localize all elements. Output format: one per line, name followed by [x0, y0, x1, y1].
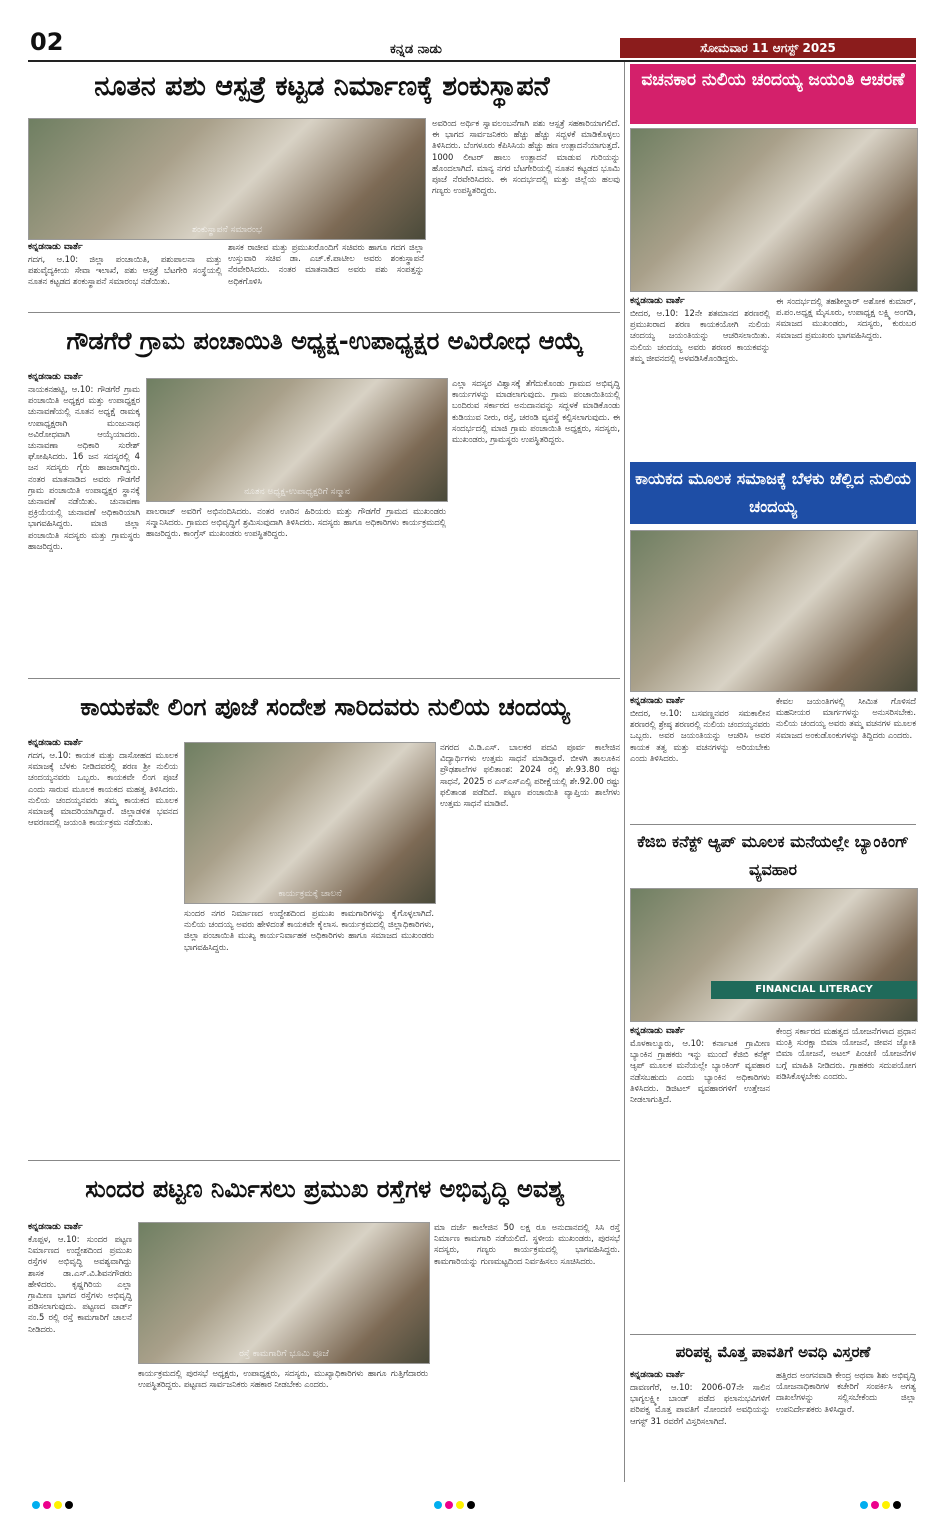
sidebar-1-body-right: ಈ ಸಂದರ್ಭದಲ್ಲಿ ತಹಶೀಲ್ದಾರ್ ಅಶೋಕ ಕುಮಾರ್, ಪ.ಪಂ.ಅಧ್ಯಕ್ಷ ಮೈಸೂರು, ಉಪಾಧ್ಯಕ್ಷ ಲಕ್ಷ್ಮಿ ಅಂಗಡಿ, ಸಮಾಜದ ಮುಖಂಡರು, ಸದಸ್ಯರು, ಕುರುಬರ ಸಮಾಜದ ಪ್ರಮುಖರು ಭಾಗವಹಿಸಿದ್ದರು. — [776, 296, 916, 340]
sidebar-4-body-right: ಹತ್ತಿರದ ಅಂಗನವಾಡಿ ಕೇಂದ್ರ ಅಥವಾ ಶಿಶು ಅಭಿವೃದ್ಧಿ ಯೋಜನಾಧಿಕಾರಿಗಳ ಕಚೇರಿಗೆ ಸಂಪರ್ಕಿಸಿ ಅಗತ್ಯ ದಾಖಲೆಗಳನ್ನು ಸಲ್ಲಿಸಬೇಕೆಂದು ಜಿಲ್ಲಾ ಉಪನಿರ್ದೇಶಕರು ತಿಳಿಸಿದ್ದಾರೆ. — [776, 1370, 916, 1414]
article-2-dateline: ಕನ್ನಡನಾಡು ವಾರ್ತೆ — [28, 372, 83, 382]
date-bar: ಸೋಮವಾರ 11 ಆಗಸ್ಟ್ 2025 — [620, 38, 916, 58]
article-4-body-right: ಮಾ ದರ್ಜೆ ಕಾಲೇಜಿನ 50 ಲಕ್ಷ ರೂ ಅನುದಾನದಲ್ಲಿ ಸಿಸಿ ರಸ್ತೆ ನಿರ್ಮಾಣ ಕಾಮಗಾರಿ ನಡೆಯಲಿದೆ. ಸ್ಥಳೀಯ ಮುಖಂಡರು, ಪುರಸಭೆ ಸದಸ್ಯರು, ಗಣ್ಯರು ಕಾರ್ಯಕ್ರಮದಲ್ಲಿ ಭಾಗವಹಿಸಿದ್ದರು. ಕಾಮಗಾರಿಯನ್ನು ಗುಣಮಟ್ಟದಿಂದ ನಿರ್ವಹಿಸಲು ಸೂಚಿಸಿದರು. — [434, 1222, 620, 1266]
sidebar-2-headline: ಕಾಯಕದ ಮೂಲಕ ಸಮಾಜಕ್ಕೆ ಬೆಳಕು ಚೆಲ್ಲಿದ ನುಲಿಯ ಚಂದಯ್ಯ — [630, 462, 916, 524]
article-2-headline: ಗೌಡಗೆರೆ ಗ್ರಾಮ ಪಂಚಾಯಿತಿ ಅಧ್ಯಕ್ಷ-ಉಪಾಧ್ಯಕ್ಷರ ಅವಿರೋಧ ಆಯ್ಕೆ — [66, 327, 584, 355]
sidebar-3-headline: ಕೆಜಿಬಿ ಕನೆಕ್ಟ್ ಆ್ಯಪ್ ಮೂಲಕ ಮನೆಯಲ್ಲೇ ಬ್ಯಾಂಕಿಂಗ್ ವ್ಯವಹಾರ — [637, 832, 909, 879]
divider — [28, 678, 620, 679]
article-4-body-left: ಕೊಪ್ಪಳ, ಆ.10: ಸುಂದರ ಪಟ್ಟಣ ನಿರ್ಮಾಣದ ಉದ್ದೇಶದಿಂದ ಪ್ರಮುಖ ರಸ್ತೆಗಳ ಅಭಿವೃದ್ಧಿ ಅವಶ್ಯವಾಗಿದ್ದು ಶಾಸಕ ಡಾ.ಎಸ್.ವಿ.ಶಿವನಗೌಡರು ಹೇಳಿದರು. ಕೃಷ್ಣಗಿರಿಯ ಎಲ್ಲಾ ಗ್ರಾಮೀಣ ಭಾಗದ ರಸ್ತೆಗಳು ಅಭಿವೃದ್ಧಿ ಪಡಿಸಲಾಗುವುದು. ಪಟ್ಟಣದ ವಾರ್ಡ್ ನಂ.5 ರಲ್ಲಿ ರಸ್ತೆ ಕಾಮಗಾರಿಗೆ ಚಾಲನೆ ನೀಡಿದರು. — [28, 1234, 132, 1334]
divider — [28, 312, 620, 313]
sidebar-3-dateline: ಕನ್ನಡನಾಡು ವಾರ್ತೆ — [630, 1026, 685, 1036]
divider — [28, 1160, 620, 1161]
masthead: ಕನ್ನಡ ನಾಡು — [390, 42, 442, 57]
registration-marks-right — [860, 1494, 904, 1513]
sidebar-1-body-left: ಬೀದರ, ಆ.10: 12ನೇ ಶತಮಾನದ ಶರಣರಲ್ಲಿ ಪ್ರಮುಖರಾದ ಶರಣ ಕಾಯಕಯೋಗಿ ನುಲಿಯ ಚಂದಯ್ಯ ಜಯಂತಿಯನ್ನು ಆಚರಿಸಲಾಯಿತು. ನುಲಿಯ ಚಂದಯ್ಯ ಅವರು ಶರಣರ ಕಾಯಕವನ್ನು ತಮ್ಮ ಜೀವನದಲ್ಲಿ ಅಳವಡಿಸಿಕೊಂಡಿದ್ದರು. — [630, 308, 770, 363]
article-2-body-mid: ಪಾಲರಾಜ್ ಅವರಿಗೆ ಅಭಿನಂದಿಸಿದರು. ನಂತರ ಊರಿನ ಹಿರಿಯರು ಮತ್ತು ಗೌಡಗೆರೆ ಗ್ರಾಮದ ಮುಖಂಡರು ಸನ್ಮಾನಿಸಿದರು. ಗ್ರಾಮದ ಅಭಿವೃದ್ಧಿಗೆ ಶ್ರಮಿಸುವುದಾಗಿ ತಿಳಿಸಿದರು. ಸದಸ್ಯರು ಹಾಗೂ ಅಧಿಕಾರಿಗಳು ಕಾರ್ಯಕ್ರಮದಲ್ಲಿ ಹಾಜರಿದ್ದರು. ಕಾಂಗ್ರೆಸ್ ಮುಖಂಡರು ಉಪಸ್ಥಿತರಿದ್ದರು. — [146, 506, 446, 539]
article-1-body-mid: ಶಾಸಕ ರಾಜೀವ ಮತ್ತು ಪ್ರಮುಖರೊಂದಿಗೆ ಸಚಿವರು ಹಾಗೂ ಗದಗ ಜಿಲ್ಲಾ ಉಸ್ತುವಾರಿ ಸಚಿವ ಡಾ. ಎಚ್.ಕೆ.ಪಾಟೀಲ ಅವರು ಶಂಕುಸ್ಥಾಪನೆ ನೆರವೇರಿಸಿದರು. ನಂತರ ಮಾತನಾಡಿದ ಅವರು ಪಶು ಸಂಪತ್ತನ್ನು ಅಧಿಕಗೊಳಿಸಿ — [228, 242, 424, 286]
article-4-dateline: ಕನ್ನಡನಾಡು ವಾರ್ತೆ — [28, 1222, 83, 1232]
sidebar-2-body-left: ಬೀದರ, ಆ.10: ಬಸವಣ್ಣನವರ ಸಮಕಾಲೀನ ಶರಣರಲ್ಲಿ ಶ್ರೇಷ್ಠ ಶರಣರಲ್ಲಿ ನುಲಿಯ ಚಂದಯ್ಯನವರು ಒಬ್ಬರು. ಅವರ ಜಯಂತಿಯನ್ನು ಆಚರಿಸಿ ಅವರ ಕಾಯಕ ತತ್ವ ಮತ್ತು ವಚನಗಳನ್ನು ಅರಿಯಬೇಕು ಎಂದು ತಿಳಿಸಿದರು. — [630, 708, 770, 763]
article-1-body-left: ಗದಗ, ಆ.10: ಜಿಲ್ಲಾ ಪಂಚಾಯಿತಿ, ಪಶುಪಾಲನಾ ಮತ್ತು ಪಶುವೈದ್ಯಕೀಯ ಸೇವಾ ಇಲಾಖೆ, ಪಶು ಆಸ್ಪತ್ರೆ ಬೆಟಗೇರಿ ಸಂಸ್ಥೆಯಲ್ಲಿ ನೂತನ ಕಟ್ಟಡದ ಶಂಕುಸ್ಥಾಪನೆ ಸಮಾರಂಭ ನಡೆಯಿತು. — [28, 254, 222, 287]
article-1-dateline: ಕನ್ನಡನಾಡು ವಾರ್ತೆ — [28, 242, 83, 252]
divider — [630, 824, 916, 825]
sidebar-2-photo — [630, 530, 918, 692]
photo-caption: ಶಂಕುಸ್ಥಾಪನೆ ಸಮಾರಂಭ — [191, 225, 263, 235]
sidebar-4-headline: ಪರಿಪಕ್ವ ಮೊತ್ತ ಪಾವತಿಗೆ ಅವಧಿ ವಿಸ್ತರಣೆ — [675, 1343, 871, 1361]
article-3-body-left: ಗದಗ, ಆ.10: ಕಾಯಕ ಮತ್ತು ದಾಸೋಹದ ಮೂಲಕ ಸಮಾಜಕ್ಕೆ ಬೆಳಕು ನೀಡಿದವರಲ್ಲಿ ಶರಣ ಶ್ರೀ ನುಲಿಯ ಚಂದಯ್ಯನವರು ಒಬ್ಬರು. ಕಾಯಕವೇ ಲಿಂಗ ಪೂಜೆ ಎಂದು ಸಾರುವ ಮೂಲಕ ಕಾಯಕದ ಮಹತ್ವ ತಿಳಿಸಿದರು. ನುಲಿಯ ಚಂದಯ್ಯನವರು ತಮ್ಮ ಕಾಯಕದ ಮೂಲಕ ಸಮಾಜಕ್ಕೆ ಮಾದರಿಯಾಗಿದ್ದಾರೆ. ಜಿಲ್ಲಾಡಳಿತ ಭವನದ ಆವರಣದಲ್ಲಿ ಜಯಂತಿ ಕಾರ್ಯಕ್ರಮ ನಡೆಯಿತು. — [28, 750, 178, 828]
sidebar-1-headline: ವಚನಕಾರ ನುಲಿಯ ಚಂದಯ್ಯ ಜಯಂತಿ ಆಚರಣೆ — [630, 64, 916, 124]
photo-caption: ಕಾರ್ಯಕ್ರಮಕ್ಕೆ ಚಾಲನೆ — [278, 889, 342, 899]
sidebar-2-dateline: ಕನ್ನಡನಾಡು ವಾರ್ತೆ — [630, 696, 685, 706]
registration-marks-center — [434, 1494, 478, 1513]
article-3-photo — [184, 742, 436, 904]
registration-marks-left — [32, 1494, 76, 1513]
article-3-dateline: ಕನ್ನಡನಾಡು ವಾರ್ತೆ — [28, 738, 83, 748]
sidebar-3-body-left: ಮೊಳಕಾಲ್ಮೂರು, ಆ.10: ಕರ್ನಾಟಕ ಗ್ರಾಮೀಣ ಬ್ಯಾಂಕಿನ ಗ್ರಾಹಕರು ಇನ್ನು ಮುಂದೆ ಕೆಜಿಬಿ ಕನೆಕ್ಟ್ ಆ್ಯಪ್ ಮೂಲಕ ಮನೆಯಲ್ಲೇ ಬ್ಯಾಂಕಿಂಗ್ ವ್ಯವಹಾರ ನಡೆಸಬಹುದು ಎಂದು ಬ್ಯಾಂಕಿನ ಅಧಿಕಾರಿಗಳು ತಿಳಿಸಿದರು. ಡಿಜಿಟಲ್ ವ್ಯವಹಾರಗಳಿಗೆ ಉತ್ತೇಜನ ನೀಡಲಾಗುತ್ತಿದೆ. — [630, 1038, 770, 1105]
article-1-photo — [28, 118, 426, 240]
article-1-headline: ನೂತನ ಪಶು ಆಸ್ಪತ್ರೆ ಕಟ್ಟಡ ನಿರ್ಮಾಣಕ್ಕೆ ಶಂಕುಸ್ಥಾಪನೆ — [94, 71, 550, 102]
page-number: 02 — [30, 28, 64, 56]
photo-caption: ರಸ್ತೆ ಕಾಮಗಾರಿಗೆ ಭೂಮಿ ಪೂಜೆ — [239, 1349, 329, 1359]
divider — [630, 1334, 916, 1335]
article-3-body-mid: ಸುಂದರ ನಗರ ನಿರ್ಮಾಣದ ಉದ್ದೇಶದಿಂದ ಪ್ರಮುಖ ಕಾಮಗಾರಿಗಳನ್ನು ಕೈಗೊಳ್ಳಲಾಗಿದೆ. ನುಲಿಯ ಚಂದಯ್ಯ ಅವರು ಹೇಳಿದಂತೆ ಕಾಯಕವೇ ಕೈಲಾಸ. ಕಾರ್ಯಕ್ರಮದಲ್ಲಿ ಜಿಲ್ಲಾಧಿಕಾರಿಗಳು, ಜಿಲ್ಲಾ ಪಂಚಾಯಿತಿ ಮುಖ್ಯ ಕಾರ್ಯನಿರ್ವಾಹಕ ಅಧಿಕಾರಿಗಳು ಹಾಗೂ ಸಮಾಜದ ಮುಖಂಡರು ಭಾಗವಹಿಸಿದ್ದರು. — [184, 908, 434, 952]
sidebar-1-photo — [630, 128, 918, 292]
article-2-photo — [146, 378, 448, 502]
sidebar-4-body-left: ದಾವಣಗೆರೆ, ಆ.10: 2006-07ನೇ ಸಾಲಿನ ಭಾಗ್ಯಲಕ್ಷ್ಮೀ ಬಾಂಡ್ ಪಡೆದ ಫಲಾನುಭವಿಗಳಿಗೆ ಪರಿಪಕ್ವ ಮೊತ್ತ ಪಾವತಿಗೆ ನೋಂದಣಿ ಅವಧಿಯನ್ನು ಆಗಸ್ಟ್ 31 ರವರೆಗೆ ವಿಸ್ತರಿಸಲಾಗಿದೆ. — [630, 1382, 770, 1426]
article-1-body-right: ಅವರಿಂದ ಅರ್ಥಿಕ ಸ್ವಾವಲಂಬನೆಗಾಗಿ ಪಶು ಆಸ್ಪತ್ರೆ ಸಹಕಾರಿಯಾಗಲಿದೆ. ಈ ಭಾಗದ ಸಾರ್ವಜನಿಕರು ಹೆಚ್ಚು ಹೆಚ್ಚು ಸದ್ಬಳಕೆ ಮಾಡಿಕೊಳ್ಳಲು ತಿಳಿಸಿದರು. ಬೆಂಗಳೂರು ಕೆಪಿಸಿಸಿಯ ಹೆಚ್ಚು ಹಣ ಉತ್ಪಾದನೆಯಾಗುತ್ತದೆ. 1000 ಲೀಟರ್ ಹಾಲು ಉತ್ಪಾದನೆ ಮಾಡುವ ಗುರಿಯನ್ನು ಹೊಂದಲಾಗಿದೆ. ಮಾನ್ಯ ನಗರ ಬೆಟಗೇರಿಯಲ್ಲಿ ನೂತನ ಕಟ್ಟಡದ ಭೂಮಿ ಪೂಜೆ ನೆರವೇರಿಸಿದರು. ಈ ಸಂದರ್ಭದಲ್ಲಿ ಮತ್ತು ಜಿಲ್ಲೆಯ ಹಲವು ಗಣ್ಯರು ಉಪಸ್ಥಿತರಿದ್ದರು. — [432, 118, 620, 196]
sidebar-4-dateline: ಕನ್ನಡನಾಡು ವಾರ್ತೆ — [630, 1370, 685, 1380]
article-4-body-mid: ಕಾರ್ಯಕ್ರಮದಲ್ಲಿ ಪುರಸಭೆ ಅಧ್ಯಕ್ಷರು, ಉಪಾಧ್ಯಕ್ಷರು, ಸದಸ್ಯರು, ಮುಖ್ಯಾಧಿಕಾರಿಗಳು ಹಾಗೂ ಗುತ್ತಿಗೆದಾರರು ಉಪಸ್ಥಿತರಿದ್ದರು. ಪಟ್ಟಣದ ಸಾರ್ವಜನಿಕರು ಸಹಕಾರ ನೀಡಬೇಕು ಎಂದರು. — [138, 1368, 428, 1390]
column-divider — [624, 62, 625, 1482]
article-4-headline: ಸುಂದರ ಪಟ್ಟಣ ನಿರ್ಮಿಸಲು ಪ್ರಮುಖ ರಸ್ತೆಗಳ ಅಭಿವೃದ್ಧಿ ಅವಶ್ಯ — [85, 1175, 565, 1203]
article-3-body-right: ನಗರದ ವಿ.ಡಿ.ಎಸ್. ಬಾಲಕರ ಪದವಿ ಪೂರ್ವ ಕಾಲೇಜಿನ ವಿದ್ಯಾರ್ಥಿಗಳು ಉತ್ತಮ ಸಾಧನೆ ಮಾಡಿದ್ದಾರೆ. ಬೀಳಗಿ ತಾಲೂಕಿನ ಪ್ರೌಢಶಾಲೆಗಳ ಫಲಿತಾಂಶ: 2024 ರಲ್ಲಿ ಶೇ.93.80 ರಷ್ಟು ಸಾಧನೆ, 2025 ರ ಎಸ್ಎಸ್ಎಲ್ಸಿ ಪರೀಕ್ಷೆಯಲ್ಲಿ ಶೇ.92.00 ರಷ್ಟು ಫಲಿತಾಂಶ ಪಡೆದಿದೆ. ಪಟ್ಟಣ ಪಂಚಾಯಿತಿ ವ್ಯಾಪ್ತಿಯ ಶಾಲೆಗಳು ಉತ್ತಮ ಸಾಧನೆ ಮಾಡಿವೆ. — [440, 742, 620, 809]
article-3-headline: ಕಾಯಕವೇ ಲಿಂಗ ಪೂಜೆ ಸಂದೇಶ ಸಾರಿದವರು ನುಲಿಯ ಚಂದಯ್ಯ — [80, 693, 570, 721]
sidebar-1-dateline: ಕನ್ನಡನಾಡು ವಾರ್ತೆ — [630, 296, 685, 306]
article-2-body-left: ನಾಯಕನಹಟ್ಟಿ, ಆ.10: ಗೌಡಗೆರೆ ಗ್ರಾಮ ಪಂಚಾಯಿತಿ ಅಧ್ಯಕ್ಷರ ಮತ್ತು ಉಪಾಧ್ಯಕ್ಷರ ಚುನಾವಣೆಯಲ್ಲಿ ನೂತನ ಅಧ್ಯಕ್ಷೆ ರಾಮಕ್ಕ ಉಪಾಧ್ಯಕ್ಷರಾಗಿ ಮಂಜುನಾಥ ಅವಿರೋಧವಾಗಿ ಆಯ್ಕೆಯಾದರು. ಚುನಾವಣಾ ಅಧಿಕಾರಿ ಸುರೇಶ್ ಘೋಷಿಸಿದರು. 16 ಜನ ಸದಸ್ಯರಲ್ಲಿ 4 ಜನ ಸದಸ್ಯರು ಗೈರು ಹಾಜರಾಗಿದ್ದರು. ನಂತರ ಮಾತನಾಡಿದ ಅವರು ಗೌಡಗೆರೆ ಗ್ರಾಮ ಪಂಚಾಯಿತಿ ಉಪಾಧ್ಯಕ್ಷರ ಸ್ಥಾನಕ್ಕೆ ಚುನಾವಣೆ ನಡೆಯಿತು. ಚುನಾವಣಾ ಪ್ರಕ್ರಿಯೆಯಲ್ಲಿ ಚುನಾವಣೆ ಅಧಿಕಾರಿಯಾಗಿ ಭಾಗವಹಿಸಿದ್ದರು. ಮಾಜಿ ಜಿಲ್ಲಾ ಪಂಚಾಯಿತಿ ಸದಸ್ಯರು ಮತ್ತು ಗ್ರಾಮಸ್ಥರು ಹಾಜರಿದ್ದರು. — [28, 384, 140, 551]
article-2-body-right: ಎಲ್ಲಾ ಸದಸ್ಯರ ವಿಶ್ವಾಸಕ್ಕೆ ತೆಗೆದುಕೊಂಡು ಗ್ರಾಮದ ಅಭಿವೃದ್ಧಿ ಕಾರ್ಯಗಳನ್ನು ಮಾಡಲಾಗುವುದು. ಗ್ರಾಮ ಪಂಚಾಯಿತಿಯಲ್ಲಿ ಬಂದಿರುವ ಸರ್ಕಾರದ ಅನುದಾನವನ್ನು ಸದ್ಬಳಕೆ ಮಾಡಿಕೊಂಡು ಕುಡಿಯುವ ನೀರು, ರಸ್ತೆ, ಚರಂಡಿ ವ್ಯವಸ್ಥೆ ಕಲ್ಪಿಸಲಾಗುವುದು. ಈ ಸಂದರ್ಭದಲ್ಲಿ ಮಾಜಿ ಗ್ರಾಮ ಪಂಚಾಯಿತಿ ಅಧ್ಯಕ್ಷರು, ಸದಸ್ಯರು, ಮುಖಂಡರು, ಗ್ರಾಮಸ್ಥರು ಉಪಸ್ಥಿತರಿದ್ದರು. — [452, 378, 620, 445]
header-rule — [28, 60, 916, 62]
sidebar-2-body-right: ಕೇವಲ ಜಯಂತಿಗಳಲ್ಲಿ ಸೀಮಿತ ಗೊಳಿಸದೆ ಮಹನೀಯರ ಮಾರ್ಗಗಳನ್ನು ಅನುಸರಿಸಬೇಕು. ನುಲಿಯ ಚಂದಯ್ಯ ಅವರು ತಮ್ಮ ವಚನಗಳ ಮೂಲಕ ಸಮಾಜದ ಅಂಕುಡೊಂಕುಗಳನ್ನು ತಿದ್ದಿದರು ಎಂದರು. — [776, 696, 916, 740]
financial-literacy-banner: FINANCIAL LITERACY — [711, 981, 917, 999]
article-4-photo — [138, 1222, 430, 1364]
sidebar-3-photo — [630, 888, 918, 1022]
photo-caption: ನೂತನ ಅಧ್ಯಕ್ಷ-ಉಪಾಧ್ಯಕ್ಷರಿಗೆ ಸನ್ಮಾನ — [244, 487, 350, 497]
sidebar-3-body-right: ಕೇಂದ್ರ ಸರ್ಕಾರದ ಮಹತ್ವದ ಯೋಜನೆಗಳಾದ ಪ್ರಧಾನ ಮಂತ್ರಿ ಸುರಕ್ಷಾ ಬಿಮಾ ಯೋಜನೆ, ಜೀವನ ಜ್ಯೋತಿ ಬಿಮಾ ಯೋಜನೆ, ಅಟಲ್ ಪಿಂಚಣಿ ಯೋಜನೆಗಳ ಬಗ್ಗೆ ಮಾಹಿತಿ ನೀಡಿದರು. ಗ್ರಾಹಕರು ಸದುಪಯೋಗ ಪಡಿಸಿಕೊಳ್ಳಬೇಕು ಎಂದರು. — [776, 1026, 916, 1081]
